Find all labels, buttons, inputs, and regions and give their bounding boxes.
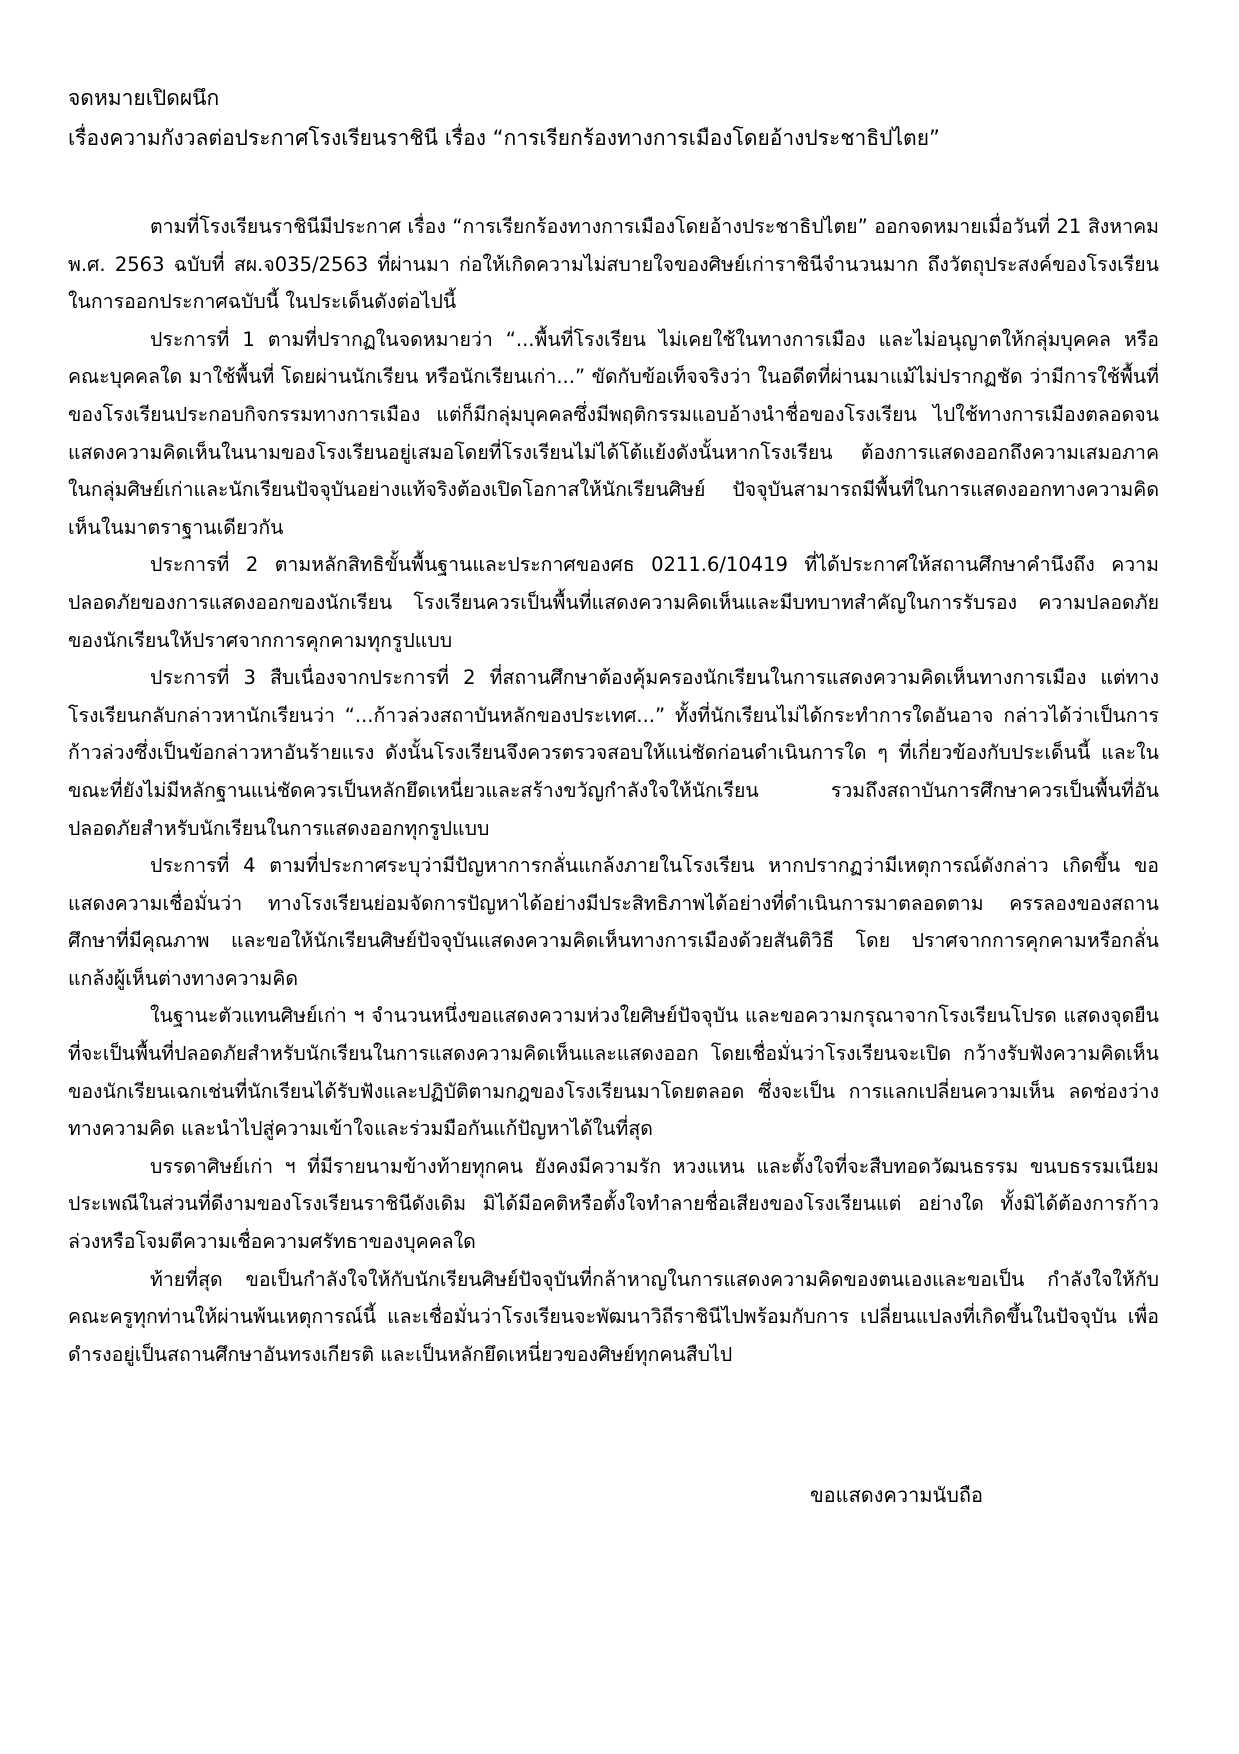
paragraph-point-4: ประการที่ 4 ตามที่ประกาศระบุว่ามีปัญหาการกลั่นแกล้งภายในโรงเรียน หากปรากฏว่ามีเหตุการณ์ดังกล่าว เกิดขึ้น ขอแสดงความเชื่อมั่นว่า ทางโรงเรียนย่อมจัดการปัญหาได้อย่างมีประสิทธิภาพได้อย่างที่ดำเนินการมาตลอดตาม ครรลองของสถานศึกษาที่มีคุณภาพ และขอให้นักเรียนศิษย์ปัจจุบันแสดงความคิดเห็นทางการเมืองด้วยสันติวิธี โดย ปราศจากการคุกคามหรือกลั่นแกล้งผู้เห็นต่างทางความคิด (68, 854, 1159, 990)
letter-closing: ขอแสดงความนับถือ (810, 1483, 984, 1507)
paragraph-point-2: ประการที่ 2 ตามหลักสิทธิขั้นพื้นฐานและประกาศของศธ 0211.6/10419 ที่ได้ประกาศให้สถานศึกษาคำนึงถึง ความปลอดภัยของการแสดงออกของนักเรียน โรงเรียนควรเป็นพื้นที่แสดงความคิดเห็นและมีบทบาทสำคัญในการรับรอง ความปลอดภัยของนักเรียนให้ปราศจากการคุกคามทุกรูปแบบ (68, 553, 1159, 652)
paragraph-intro: ตามที่โรงเรียนราชินีมีประกาศ เรื่อง “การเรียกร้องทางการเมืองโดยอ้างประชาธิปไตย” ออกจดหมายเมื่อวันที่ 21 สิงหาคม พ.ศ. 2563 ฉบับที่ สผ.จ035/2563 ที่ผ่านมา ก่อให้เกิดความไม่สบายใจของศิษย์เก่าราชินีจำนวนมาก ถึงวัตถุประสงค์ของโรงเรียนในการออกประกาศฉบับนี้ ในประเด็นดังต่อไปนี้ (68, 215, 1159, 314)
paragraph-conclusion: ท้ายที่สุด ขอเป็นกำลังใจให้กับนักเรียนศิษย์ปัจจุบันที่กล้าหาญในการแสดงความคิดของตนเองและขอเป็น กำลังใจให้กับคณะครูทุกท่านให้ผ่านพ้นเหตุการณ์นี้ และเชื่อมั่นว่าโรงเรียนจะพัฒนาวิถีราชินีไปพร้อมกับการ เปลี่ยนแปลงที่เกิดขึ้นในปัจจุบัน เพื่อดำรงอยู่เป็นสถานศึกษาอันทรงเกียรติ และเป็นหลักยึดเหนี่ยวของศิษย์ทุกคนสืบไป (68, 1267, 1159, 1366)
letter-body (68, 208, 1159, 1373)
letter-headings (68, 78, 1159, 158)
letter-subject: เรื่องความกังวลต่อประกาศโรงเรียนราชินี เรื่อง “การเรียกร้องทางการเมืองโดยอ้างประชาธิปไตย” (68, 126, 940, 150)
letter-heading: จดหมายเปิดผนึก (68, 86, 220, 110)
paragraph-representatives: ในฐานะตัวแทนศิษย์เก่า ฯ จำนวนหนึ่งขอแสดงความห่วงใยศิษย์ปัจจุบัน และขอความกรุณาจากโรงเรียนโปรด แสดงจุดยืนที่จะเป็นพื้นที่ปลอดภัยสำหรับนักเรียนในการแสดงความคิดเห็นและแสดงออก โดยเชื่อมั่นว่าโรงเรียนจะเปิด กว้างรับฟังความคิดเห็นของนักเรียนเฉกเช่นที่นักเรียนได้รับฟังและปฏิบัติตามกฎของโรงเรียนมาโดยตลอด ซึ่งจะเป็น การแลกเปลี่ยนความเห็น ลดช่องว่างทางความคิด และนำไปสู่ความเข้าใจและร่วมมือกันแก้ปัญหาได้ในที่สุด (68, 1004, 1159, 1141)
paragraph-alumni: บรรดาศิษย์เก่า ฯ ที่มีรายนามข้างท้ายทุกคน ยังคงมีความรัก หวงแหน และตั้งใจที่จะสืบทอดวัฒนธรรม ขนบธรรมเนียมประเพณีในส่วนที่ดีงามของโรงเรียนราชินีดังเดิม มิได้มีอคติหรือตั้งใจทำลายชื่อเสียงของโรงเรียนแต่ อย่างใด ทั้งมิได้ต้องการก้าวล่วงหรือโจมตีความเชื่อความศรัทธาของบุคคลใด (68, 1154, 1159, 1254)
paragraph-point-3: ประการที่ 3 สืบเนื่องจากประการที่ 2 ที่สถานศึกษาต้องคุ้มครองนักเรียนในการแสดงความคิดเห็นทางการเมือง แต่ทางโรงเรียนกลับกล่าวหานักเรียนว่า “...ก้าวล่วงสถาบันหลักของประเทศ...” ทั้งที่นักเรียนไม่ได้กระทำการใดอันอาจ กล่าวได้ว่าเป็นการก้าวล่วงซึ่งเป็นข้อกล่าวหาอันร้ายแรง ดังนั้นโรงเรียนจึงควรตรวจสอบให้แน่ชัดก่อนดำเนินการใด ๆ ที่เกี่ยวข้องกับประเด็นนี้ และในขณะที่ยังไม่มีหลักฐานแน่ชัดควรเป็นหลักยึดเหนี่ยวและสร้างขวัญกำลังใจให้นักเรียน รวมถึงสถาบันการศึกษาควรเป็นพื้นที่อันปลอดภัยสำหรับนักเรียนในการแสดงออกทุกรูปแบบ (68, 666, 1159, 840)
paragraph-point-1: ประการที่ 1 ตามที่ปรากฏในจดหมายว่า “...พื้นที่โรงเรียน ไม่เคยใช้ในทางการเมือง และไม่อนุญาตให้กลุ่มบุคคล หรือคณะบุคคลใด มาใช้พื้นที่ โดยผ่านนักเรียน หรือนักเรียนเก่า...” ขัดกับข้อเท็จจริงว่า ในอดีตที่ผ่านมาแม้ไม่ปรากฏชัด ว่ามีการใช้พื้นที่ของโรงเรียนประกอบกิจกรรมทางการเมือง แต่ก็มีกลุ่มบุคคลซึ่งมีพฤติกรรมแอบอ้างนำชื่อของโรงเรียน ไปใช้ทางการเมืองตลอดจนแสดงความคิดเห็นในนามของโรงเรียนอยู่เสมอโดยที่โรงเรียนไม่ได้โต้แย้งดังนั้นหากโรงเรียน ต้องการแสดงออกถึงความเสมอภาคในกลุ่มศิษย์เก่าและนักเรียนปัจจุบันอย่างแท้จริงต้องเปิดโอกาสให้นักเรียนศิษย์ ปัจจุบันสามารถมีพื้นที่ในการแสดงออกทางความคิดเห็นในมาตราฐานเดียวกัน (68, 327, 1159, 539)
